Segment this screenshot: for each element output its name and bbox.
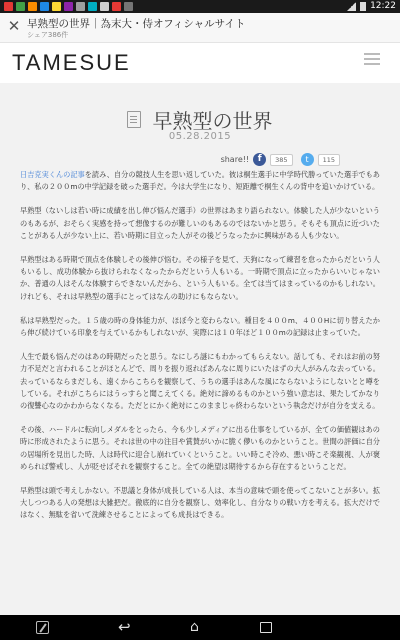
notification-icon <box>64 2 73 11</box>
home-icon[interactable]: ⌂ <box>190 619 199 635</box>
paragraph: 私は早熟型だった。１５歳の時の身体能力が、ほぼ今と変わらない。種目を４００m、４００Hに切り替えたから伸び続けている印象を与えているかもしれないが、実際には１０年ほど１００mの記録は止まっていた。 <box>20 315 380 338</box>
facebook-icon[interactable]: f <box>253 153 266 166</box>
notification-icon <box>40 2 49 11</box>
twitter-icon[interactable]: t <box>301 153 314 166</box>
facebook-count: 385 <box>270 154 292 166</box>
article-title: 早熟型の世界 <box>152 109 273 133</box>
notification-icon <box>124 2 133 11</box>
notification-icon <box>76 2 85 11</box>
close-icon[interactable]: ✕ <box>7 17 21 35</box>
paragraph: 日吉克実くんの記事を読み、自分の競技人生を思い返していた。彼は桐生選手に中学時代勝っていた選手でもあり、私の２００mの中学記録を破った選手だ。今は大学生になり、短距離で桐生くんの背中を追いかけている。 <box>20 170 380 192</box>
notification-icon <box>52 2 61 11</box>
share-bar <box>221 153 344 166</box>
twitter-count: 115 <box>318 154 340 166</box>
pen-icon[interactable] <box>36 621 49 634</box>
notification-icon <box>88 2 97 11</box>
notification-icon <box>28 2 37 11</box>
article-date: 05.28.2015 <box>168 131 232 142</box>
notification-icon <box>100 2 109 11</box>
status-bar <box>0 0 400 13</box>
page-title: 早熟型の世界｜為末大・侍オフィシャルサイト <box>27 18 246 30</box>
article-body <box>20 169 380 534</box>
paragraph: その後、ハードルに転向しメダルをとったら、今も少しメディアに出る仕事をしているが、全ての価値観はあの時に形成されたように思う。それは世の中の注目や賞賛がいかに脆く儚いものかということ。世間の評価に自分の居場所を見出した時、人は時代に迎合し崩れていくということ。いい時こそ冷め、悪い時こそ楽観視、人が褒められば警戒し、人が貶せばそれを観察すること。全ての絶望は期待するから存在するということだ。 <box>20 425 380 471</box>
article-title-row <box>0 105 400 134</box>
document-icon <box>127 111 141 128</box>
article-link[interactable]: 日吉克実くんの記事 <box>20 170 85 179</box>
recent-apps-icon[interactable] <box>260 622 272 633</box>
notification-icon <box>16 2 25 11</box>
notification-icons <box>4 2 133 11</box>
share-count-text: シェア386件 <box>27 31 69 39</box>
article <box>0 83 400 615</box>
notification-icon <box>112 2 121 11</box>
site-logo[interactable]: TAMESUE <box>12 50 131 75</box>
clock: 12:22 <box>370 1 396 11</box>
battery-icon <box>360 2 366 11</box>
system-nav-bar <box>0 615 400 640</box>
hamburger-menu-icon[interactable] <box>364 53 380 65</box>
site-header <box>0 43 400 83</box>
signal-icon <box>347 2 356 11</box>
paragraph: 人生で最も悩んだのはあの時期だったと思う。なにしろ謎にもわかってもらえない。話しても、それはお前の努力不足だと言われることがほとんどで、周りを振り返ればあんなに周りにいたはずの大人がみんな去っている。去っているならまだしも、遠くからこちらを観察して、うちの選手はあんな風にならないようにしないとと噂をしている。それがこちらにはうっすらと聞こえてくる。絶対に諦めるものかという強い意志は、果たしてかなりの復讐心なのかわからなくなる。ただとにかく絶対にこのままじゃ終わらないという執念だけが自分を支える。 <box>20 352 380 411</box>
back-icon[interactable]: ↩ <box>118 618 131 636</box>
browser-title-bar <box>0 13 400 43</box>
paragraph: 早熟型（ないしは若い時に成績を出し伸び悩んだ選手）の世界はあまり語られない。体験した人が少ないというのもあるが、おそらく実感を持って想像するのが難しいのもあるのではないかと思う。そもそも頂点に近づいたことがある人が少ない上に、若い時期に目立った人がその後どうなったかに興味がある人も少ない。 <box>20 206 380 240</box>
paragraph: 早熟型はある時期で頂点を体験しその後伸び悩む。その様子を見て、天狗になって練習を怠ったからだという人もいるし、成功体験から抜けられなくなったからだという人もいる。一時期で頂点に立ったからいいじゃないか、普通の人はそんな体験すらできないんだから、という人もいる。全ては当てはまっているのかもしれない。けれども、それは早熟型の選手にとってはなんの助けにもならない。 <box>20 255 380 301</box>
share-label: share!! <box>220 155 250 164</box>
notification-icon <box>4 2 13 11</box>
paragraph: 早熟型は頭で考えしかない。不思議と身体が成長している人は、本当の意味で頭を使ってこないことが多い。拡大しつつある人の発想は大雑把だ。徹底的に自分を観察し、効率化し、自分なりの戦い方を考える。拡大だけではなく、無駄を省いて洗練させることによっても成長はできる。 <box>20 486 380 520</box>
